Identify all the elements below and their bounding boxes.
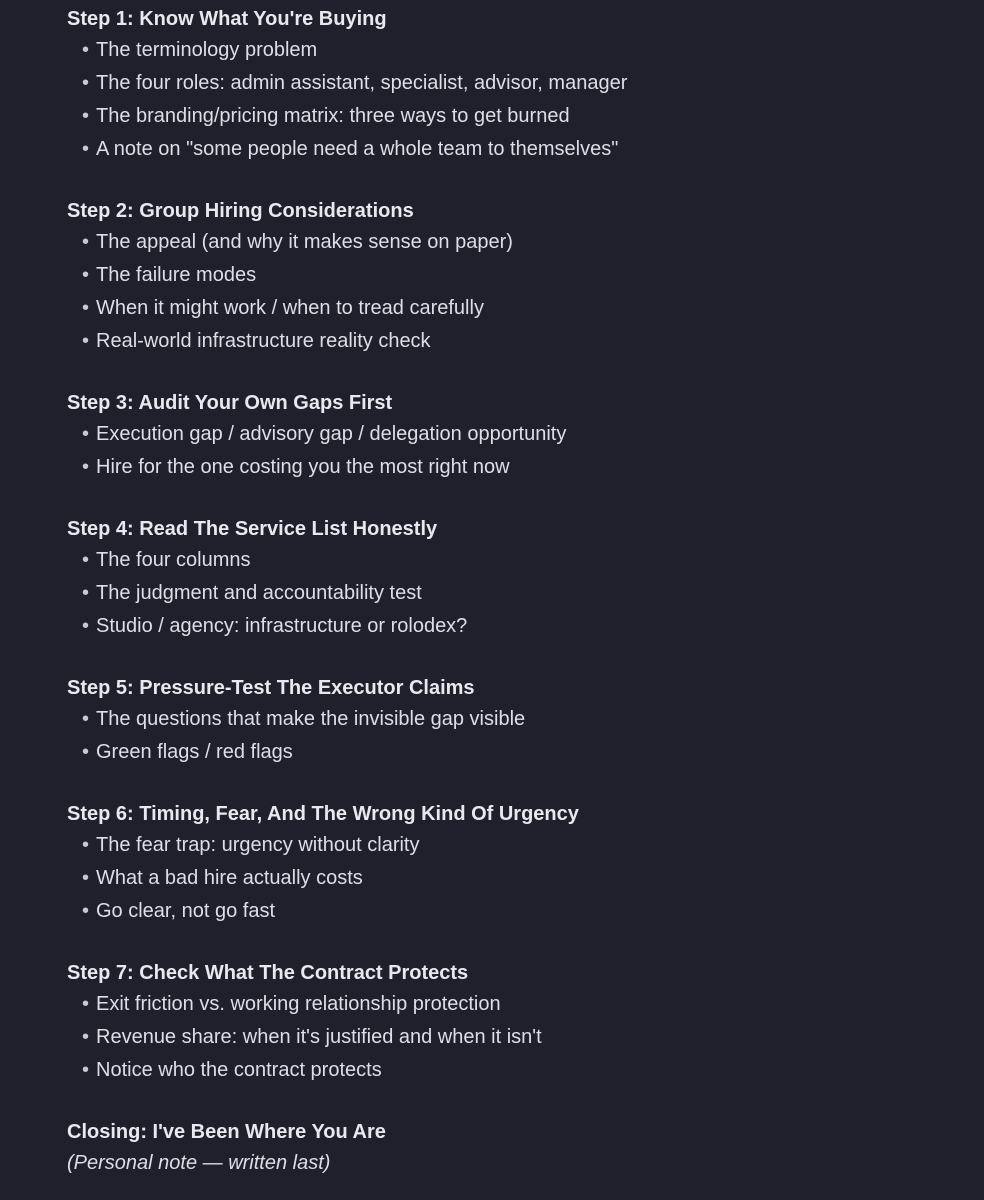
list-item-text: The fear trap: urgency without clarity [96,834,420,856]
list-item-text: Hire for the one costing you the most right now [96,456,510,478]
bullet-icon: • [82,993,90,1015]
list-item [67,705,984,738]
bullet-icon: • [82,138,90,160]
bullet-list [67,831,984,930]
list-item [67,102,984,135]
list-item-text: Green flags / red flags [96,741,293,763]
list-item [67,453,984,486]
bullet-list [67,420,984,486]
list-item [67,1023,984,1056]
list-item-text: The judgment and accountability test [96,582,422,604]
list-item-text: The questions that make the invisible gap visible [96,708,526,730]
list-item-text: Notice who the contract protects [96,1059,382,1081]
bullet-icon: • [82,264,90,286]
list-item-text: A note on "some people need a whole team to themselves" [96,138,619,160]
list-item [67,864,984,897]
section-step-1 [67,5,984,168]
section-heading: Step 4: Read The Service List Honestly [67,518,438,540]
section-step-4 [67,515,984,645]
section-heading: Step 5: Pressure-Test The Executor Claims [67,677,475,699]
section-closing [67,1118,984,1177]
section-step-3 [67,389,984,486]
list-item [67,897,984,930]
bullet-list [67,546,984,645]
list-item [67,990,984,1023]
section-step-5 [67,674,984,771]
section-heading: Step 1: Know What You're Buying [67,8,387,30]
list-item [67,261,984,294]
list-item [67,420,984,453]
list-item [67,36,984,69]
bullet-icon: • [82,1026,90,1048]
bullet-list [67,36,984,168]
section-step-7 [67,959,984,1089]
bullet-icon: • [82,105,90,127]
bullet-list [67,990,984,1089]
list-item-text: Studio / agency: infrastructure or rolodex? [96,615,468,637]
bullet-icon: • [82,615,90,637]
list-item [67,294,984,327]
closing-note: (Personal note — written last) [67,1152,331,1174]
bullet-icon: • [82,582,90,604]
bullet-icon: • [82,231,90,253]
list-item-text: The four columns [96,549,251,571]
list-item-text: Execution gap / advisory gap / delegation opportunity [96,423,567,445]
list-item-text: When it might work / when to tread carefully [96,297,484,319]
list-item-text: The branding/pricing matrix: three ways to get burned [96,105,570,127]
bullet-icon: • [82,456,90,478]
list-item [67,579,984,612]
bullet-icon: • [82,423,90,445]
bullet-icon: • [82,708,90,730]
list-item [67,327,984,360]
bullet-icon: • [82,867,90,889]
list-item [67,69,984,102]
bullet-icon: • [82,1059,90,1081]
list-item [67,738,984,771]
bullet-icon: • [82,297,90,319]
list-item-text: Exit friction vs. working relationship protection [96,993,501,1015]
section-heading: Step 3: Audit Your Own Gaps First [67,392,393,414]
list-item-text: Revenue share: when it's justified and when it isn't [96,1026,542,1048]
closing-heading: Closing: I've Been Where You Are [67,1121,386,1143]
bullet-icon: • [82,900,90,922]
section-heading: Step 6: Timing, Fear, And The Wrong Kind Of Urgency [67,803,579,825]
list-item [67,612,984,645]
bullet-icon: • [82,330,90,352]
list-item [67,1056,984,1089]
section-step-2 [67,197,984,360]
bullet-icon: • [82,39,90,61]
list-item-text: The four roles: admin assistant, specialist, advisor, manager [96,72,628,94]
list-item-text: What a bad hire actually costs [96,867,363,889]
list-item-text: Real-world infrastructure reality check [96,330,431,352]
bullet-icon: • [82,834,90,856]
bullet-icon: • [82,549,90,571]
list-item [67,228,984,261]
bullet-list [67,228,984,360]
list-item [67,831,984,864]
section-step-6 [67,800,984,930]
bullet-list [67,705,984,771]
list-item-text: Go clear, not go fast [96,900,275,922]
bullet-icon: • [82,72,90,94]
section-heading: Step 2: Group Hiring Considerations [67,200,414,222]
list-item-text: The appeal (and why it makes sense on paper) [96,231,513,253]
list-item-text: The terminology problem [96,39,318,61]
bullet-icon: • [82,741,90,763]
list-item [67,546,984,579]
list-item-text: The failure modes [96,264,257,286]
list-item [67,135,984,168]
section-heading: Step 7: Check What The Contract Protects [67,962,469,984]
